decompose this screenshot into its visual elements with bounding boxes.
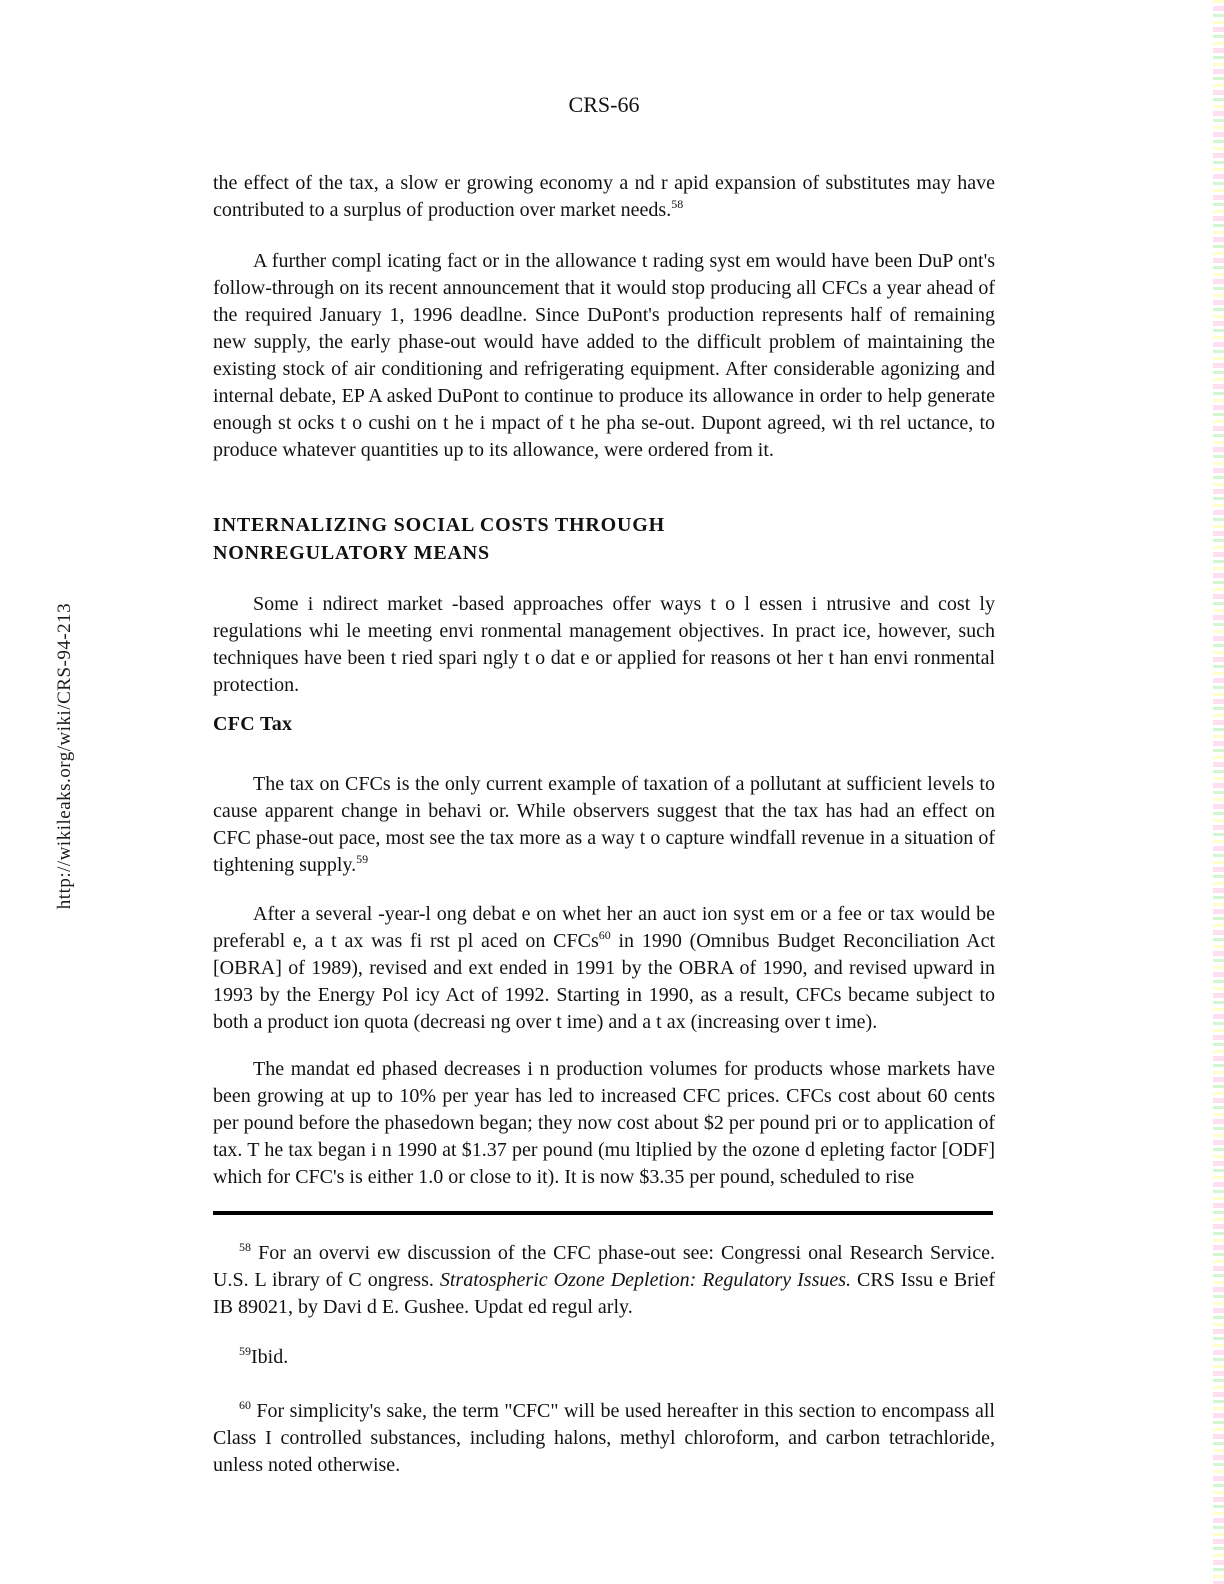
subheading-cfc-tax: CFC Tax (213, 713, 293, 735)
page-number-header: CRS-66 (568, 92, 640, 117)
footnote-ref-60: 60 (598, 928, 611, 942)
wikileaks-watermark-url: http://wikileaks.org/wiki/CRS-94-213 (54, 602, 75, 910)
scan-edge-artifact (1213, 0, 1224, 1584)
paragraph-text: in 1990 (Omnibus Budget Reconciliation Act [OBRA] of 1989), revised and ext ended in 1991 by the OBRA of 1990, and revised upward in 1993 by the Energy Pol icy Act of 1992. Starting in 1990, as a result, CFCs became subject to both a product ion quota (decreasi ng over t ime) and a t ax (increasing over t ime). (213, 930, 996, 1033)
paragraph-text: After a several -year-l ong debat e on whet her an auct ion syst em or a fee or tax would be preferabl e, a t ax was fi rst pl aced on CFCs (213, 903, 995, 952)
footnote-text: Ibid. (251, 1346, 289, 1368)
paragraph-text: the effect of the tax, a slow er growing economy a nd r apid expansion of substitutes may have contributed to a surplus of production over market needs. (213, 172, 995, 221)
footnote-ref-59: 59 (356, 852, 369, 866)
paragraph-text: The tax on CFCs is the only current example of taxation of a pollutant at sufficient levels to cause apparent change in behavi or. While observers suggest that the tax has had an effect on CFC phase-out pace, most see the tax more as a way t o capture windfall revenue in a situation of tightening supply. (213, 773, 995, 876)
paragraph-tax-history (213, 901, 995, 1036)
paragraph-dupont (213, 248, 995, 464)
footnote-58-number: 58 (239, 1240, 251, 1254)
section-heading-line2: NONREGULATORY MEANS (213, 542, 490, 564)
footnote-text: For simplicity's sake, the term "CFC" will be used hereafter in this section to encompass all Class I controlled substances, including halons, methyl chloroform, and carbon tetrachloride, unless noted otherwise. (213, 1400, 995, 1476)
paragraph-text: Some i ndirect market -based approaches offer ways t o l essen i ntrusive and cost ly regulations whi le meeting envi ronmental management objectives. In pract ice, however, such techniques have been t ried spari ngly t o dat e or applied for reasons ot her t han envi ronmental protection. (213, 593, 995, 696)
footnote-60 (213, 1398, 995, 1479)
footnote-text: CRS Issu e Brief IB 89021, by Davi d E. Gushee. Updat ed regul arly. (213, 1269, 995, 1318)
footnote-ref-58: 58 (671, 197, 684, 211)
paragraph-text: A further compl icating fact or in the allowance t rading syst em would have been DuP ont's follow-through on its recent announcement that it would stop producing all CFCs a year ahead of the required January 1, 1996 deadlne. Since DuPont's production represents half of remaining new supply, the early phase-out would have added to the difficult problem of maintaining the existing stock of air conditioning and refrigerating equipment. After considerable agonizing and internal debate, EP A asked DuPont to continue to produce its allowance in order to help generate enough st ocks t o cushi on t he i mpact of t he pha se-out. Dupont agreed, wi th rel uctance, to produce whatever quantities up to its allowance, were ordered from it. (213, 250, 995, 461)
footnote-separator-rule (213, 1211, 993, 1215)
section-heading-line1: INTERNALIZING SOCIAL COSTS THROUGH (213, 514, 665, 536)
footnote-60-number: 60 (239, 1398, 251, 1412)
paragraph-tax-on-cfcs (213, 771, 995, 879)
paragraph-indirect-approaches (213, 591, 995, 699)
paragraph-continuation (213, 170, 995, 224)
footnote-59-number: 59 (239, 1344, 251, 1358)
footnote-59 (213, 1344, 995, 1371)
paragraph-text: The mandat ed phased decreases i n production volumes for products whose markets have been growing at up to 10% per year has led to increased CFC prices. CFCs cost about 60 cents per pound before the phasedown began; they now cost about $2 per pound pri or to application of tax. T he tax began i n 1990 at $1.37 per pound (mu ltiplied by the ozone d epleting factor [ODF] which for CFC's is either 1.0 or close to it). It is now $3.35 per pound, scheduled to rise (213, 1058, 995, 1188)
footnote-citation-title: Stratospheric Ozone Depletion: Regulatory Issues. (439, 1269, 852, 1291)
footnote-58 (213, 1240, 995, 1321)
paragraph-phased-decreases (213, 1056, 995, 1191)
section-heading (213, 511, 995, 567)
footnote-text: For an overvi ew discussion of the CFC phase-out see: Congressi onal Research Service. U.S. L ibrary of C ongress. (213, 1242, 995, 1291)
